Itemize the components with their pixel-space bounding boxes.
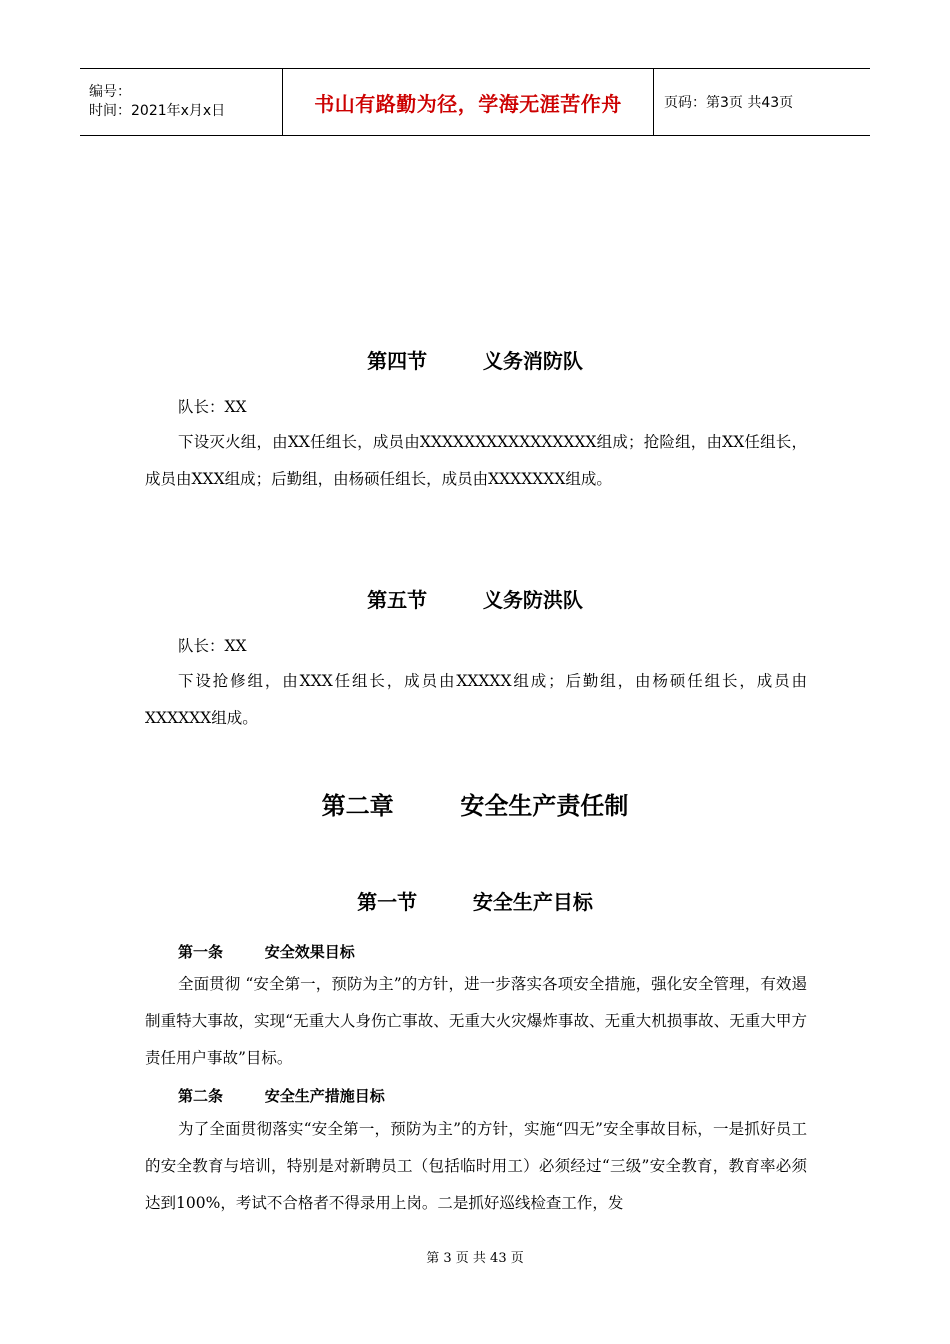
date-label: 时间：2021年x月x日 [89,103,226,119]
section-5-leader: 队长：XX [178,637,247,655]
article-2-body: 为了全面贯彻落实“安全第一，预防为主”的方针，实施“四无”安全事故目标，一是抓好员工的安全教育与培训，特别是对新聘员工（包括临时用工）必须经过“三级”安全教育，教育率必须达到100%，考试不合格者不得录用上岗。二是抓好巡线检查工作，发 [145,1120,807,1212]
chapter-2-section-1-title: 第一节 安全生产目标 [357,890,593,914]
section-4-body: 下设灭火组，由XX任组长，成员由XXXXXXXXXXXXXXXX组成；抢险组，由XX任组长，成员由XXX组成；后勤组，由杨硕任组长，成员由XXXXXXX组成。 [145,433,807,488]
section-4-title: 第四节 义务消防队 [367,349,583,373]
page-footer: 第 3 页 共 43 页 [426,1251,524,1266]
section-4-leader: 队长：XX [178,398,247,416]
header-motto-cell [282,69,654,135]
article-1-body: 全面贯彻 “安全第一，预防为主”的方针，进一步落实各项安全措施，强化安全管理，有效遏制重特大事故，实现“无重大人身伤亡事故、无重大火灾爆炸事故、无重大机损事故、无重大甲方责任用户事故”目标。 [145,975,807,1067]
page-header-table [80,68,870,136]
code-label: 编号： [89,84,131,100]
section-5-body: 下设抢修组，由XXX任组长，成员由XXXXX组成；后勤组，由杨硕任组长，成员由XXXXXX组成。 [145,672,807,727]
motto-text: 书山有路勤为径，学海无涯苦作舟 [314,91,622,116]
article-2-title: 第二条 安全生产措施目标 [178,1087,385,1105]
article-1-title: 第一条 安全效果目标 [178,943,355,961]
header-page-cell [654,69,870,135]
section-5-title: 第五节 义务防洪队 [367,588,583,612]
header-info-cell [80,69,282,135]
chapter-2-title: 第二章 安全生产责任制 [321,792,629,820]
page-label: 页码：第3页 共43页 [664,95,794,111]
